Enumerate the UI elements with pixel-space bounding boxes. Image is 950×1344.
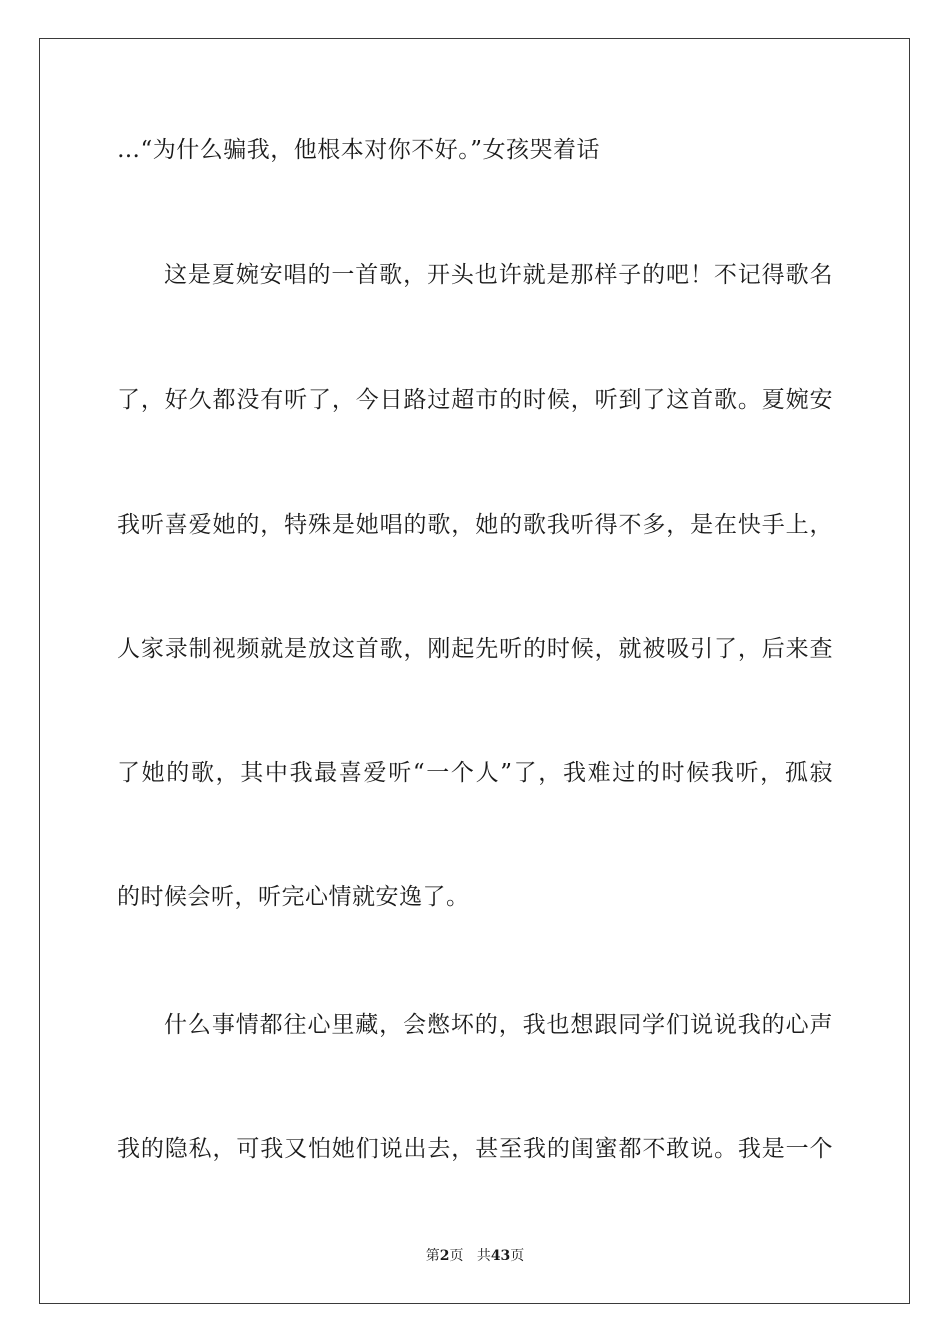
text-line-3: 了，好久都没有听了，今日路过超市的时候，听到了这首歌。夏婉安 (117, 387, 833, 413)
text-line-1: …“为什么骗我，他根本对你不好。”女孩哭着话 (117, 137, 601, 163)
text-line-9: 我的隐私，可我又怕她们说出去，甚至我的闺蜜都不敢说。我是一个 (117, 1136, 833, 1162)
total-pages-number: 43 (490, 1248, 511, 1264)
page-border (39, 38, 910, 1304)
current-page-number: 2 (439, 1248, 450, 1264)
footer-page-suffix: 页 (449, 1248, 464, 1264)
text-line-2: 这是夏婉安唱的一首歌，开头也许就是那样子的吧！不记得歌名 (164, 262, 833, 288)
text-line-4: 我听喜爱她的，特殊是她唱的歌，她的歌我听得不多，是在快手上， (117, 512, 833, 538)
page-footer (0, 1247, 950, 1265)
footer-prefix: 第 (425, 1248, 440, 1264)
footer-total-prefix: 共 (476, 1248, 491, 1264)
text-line-8: 什么事情都往心里藏，会憋坏的，我也想跟同学们说说我的心声 (164, 1012, 833, 1038)
text-line-7: 的时候会听，听完心情就安逸了。 (117, 884, 470, 910)
text-line-6: 了她的歌，其中我最喜爱听“一个人”了，我难过的时候我听，孤寂 (117, 760, 833, 786)
text-line-5: 人家录制视频就是放这首歌，刚起先听的时候，就被吸引了，后来查 (117, 636, 833, 662)
footer-total-suffix: 页 (510, 1248, 525, 1264)
